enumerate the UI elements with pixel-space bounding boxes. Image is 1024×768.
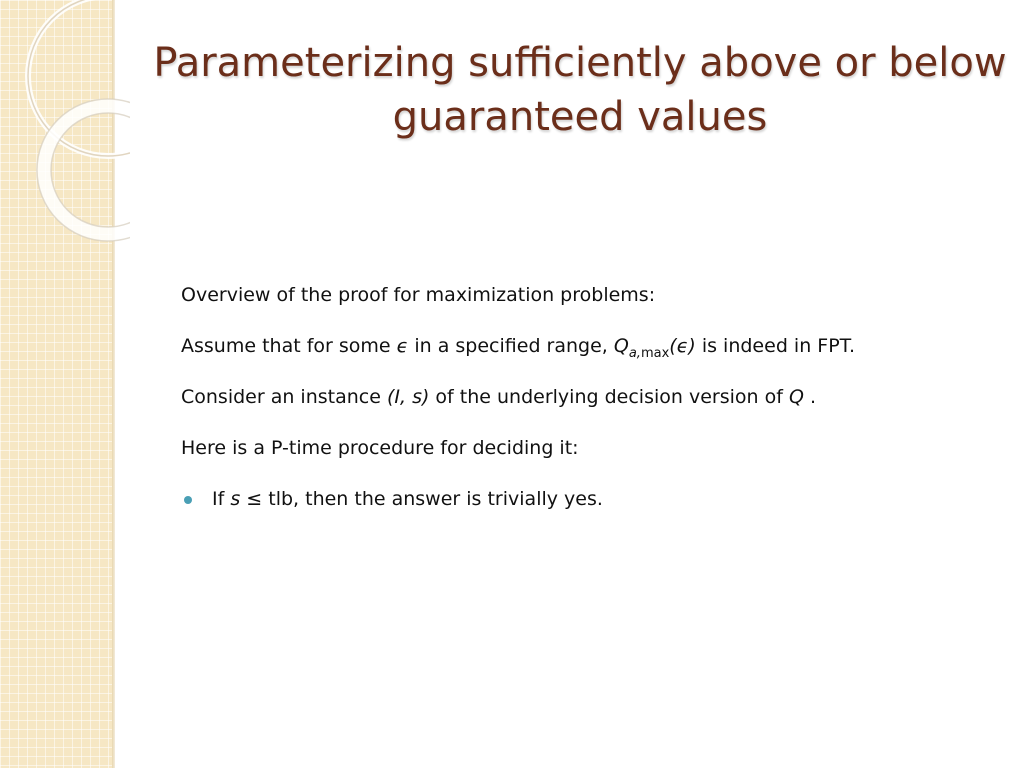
paragraph-instance [181, 380, 1011, 431]
slide-body [181, 278, 1011, 533]
q-subscript [629, 346, 669, 361]
instance-tail: . [803, 386, 816, 408]
q-subscript-max: max [640, 346, 670, 361]
assumption-tail: is indeed in FPT. [695, 335, 856, 357]
assumption-lead: Assume that for some [181, 335, 397, 357]
bullet-lead: If [212, 488, 231, 510]
bullet-var: s [230, 488, 241, 510]
instance-q-symbol: Q [788, 386, 804, 408]
q-argument: (ϵ) [669, 335, 696, 357]
assumption-mid: in a specified range, [408, 335, 614, 357]
decorative-rings [0, 0, 130, 260]
epsilon-symbol: ϵ [396, 335, 409, 357]
bullet-tail: ≤ tlb, then the answer is trivially yes. [240, 488, 603, 510]
bullet-dot-icon [184, 496, 192, 504]
paragraph-assumption [181, 329, 1011, 380]
instance-mid: of the underlying decision version of [429, 386, 789, 408]
paragraph-procedure: Here is a P-time procedure for deciding it: [181, 437, 579, 459]
slide-title: Parameterizing sufficiently above or below guaranteed values [153, 40, 1007, 140]
q-symbol: Q [613, 335, 629, 357]
paragraph-overview: Overview of the proof for maximization problems: [181, 284, 656, 306]
instance-lead: Consider an instance [181, 386, 387, 408]
bullet-item [181, 482, 1011, 533]
instance-pair: (I, s) [386, 386, 430, 408]
q-subscript-a: a, [628, 346, 641, 361]
